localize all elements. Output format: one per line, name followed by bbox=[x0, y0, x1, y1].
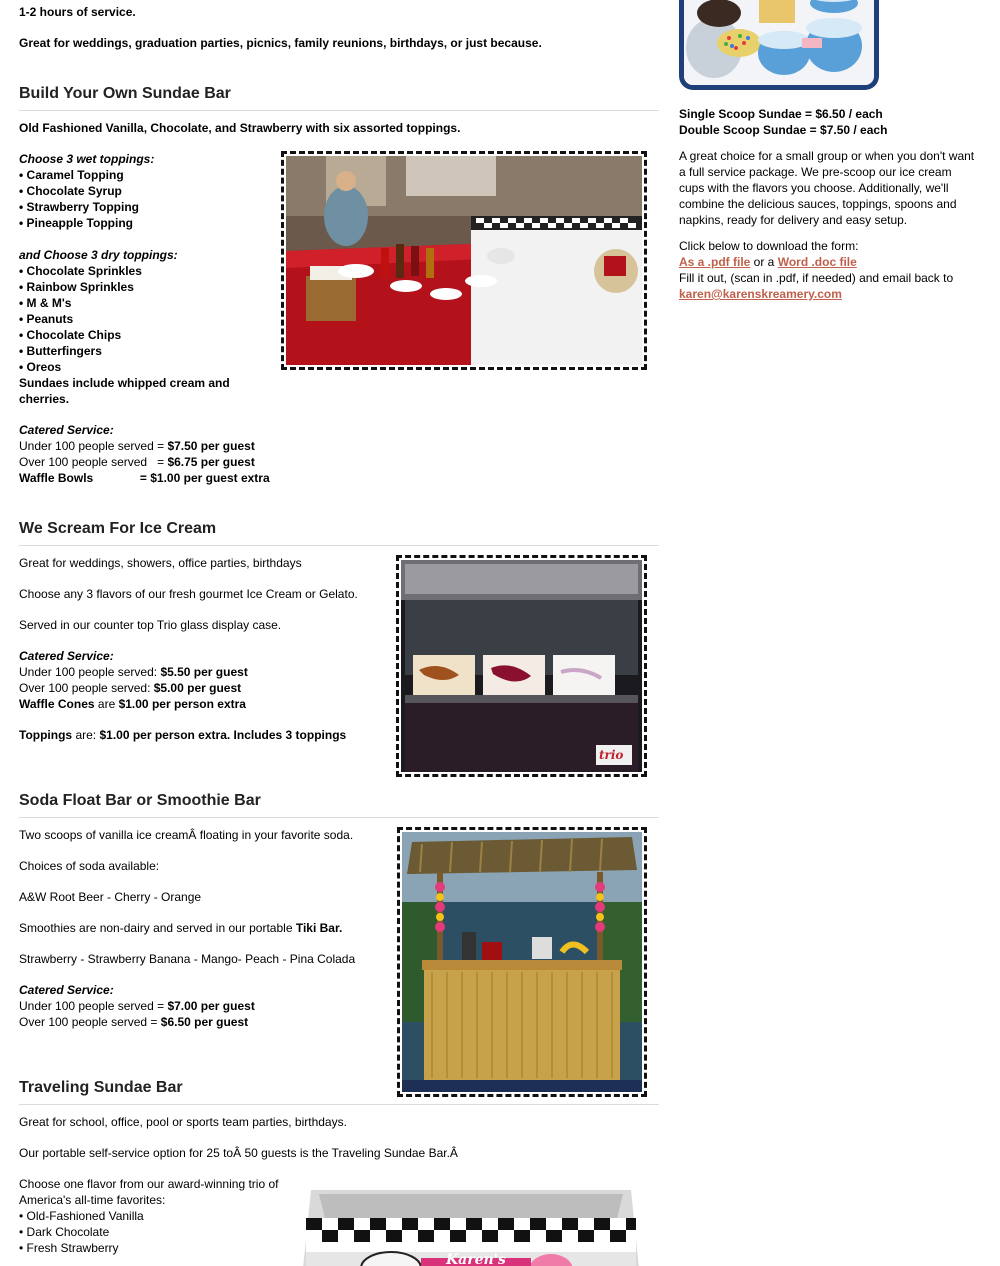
list-item: • Old-Fashioned Vanilla bbox=[19, 1209, 144, 1223]
traveling-line-4: America's all-time favorites: bbox=[19, 1193, 166, 1207]
dry-toppings-heading: and Choose 3 dry toppings: bbox=[19, 248, 178, 262]
list-item: • Strawberry Topping bbox=[19, 200, 139, 214]
price-under-100: Under 100 people served: $5.50 per guest bbox=[19, 665, 248, 679]
list-item: • Chocolate Syrup bbox=[19, 184, 122, 198]
list-item: • M & M's bbox=[19, 296, 72, 310]
toppings-price: Toppings are: $1.00 per person extra. Includes 3 toppings bbox=[19, 728, 347, 742]
soda-line-2: Choices of soda available: bbox=[19, 859, 160, 873]
list-item: • Butterfingers bbox=[19, 344, 102, 358]
list-item: • Peanuts bbox=[19, 312, 74, 326]
traveling-cart-photo bbox=[301, 1178, 641, 1266]
include-text-1: Sundaes include whipped cream and bbox=[19, 376, 230, 390]
we-scream-line-1: Great for weddings, showers, office parties, birthdays bbox=[19, 556, 302, 570]
pdf-download-link[interactable]: As a .pdf file bbox=[679, 255, 751, 269]
catered-heading: Catered Service: bbox=[19, 983, 114, 997]
waffle-bowls-price: Waffle Bowls = $1.00 per guest extra bbox=[19, 471, 270, 485]
include-text-2: cherries. bbox=[19, 392, 70, 406]
we-scream-line-3: Served in our counter top Trio glass display case. bbox=[19, 618, 282, 632]
catered-heading: Catered Service: bbox=[19, 649, 114, 663]
price-under-100: Under 100 people served = $7.50 per guest bbox=[19, 439, 255, 453]
download-instruction: Click below to download the form: bbox=[679, 239, 859, 253]
build-sundae-subtitle: Old Fashioned Vanilla, Chocolate, and Strawberry with six assorted toppings. bbox=[19, 121, 461, 135]
wet-toppings-heading: Choose 3 wet toppings: bbox=[19, 152, 155, 166]
great-for-text: Great for weddings, graduation parties, picnics, family reunions, birthdays, or just because. bbox=[19, 36, 542, 50]
catered-heading: Catered Service: bbox=[19, 423, 114, 437]
list-item: • Dark Chocolate bbox=[19, 1225, 110, 1239]
section-title-build-sundae: Build Your Own Sundae Bar bbox=[19, 84, 659, 111]
traveling-line-2: Our portable self-service option for 25 toÂ 50 guests is the Traveling Sundae Bar.Â bbox=[19, 1146, 458, 1160]
traveling-line-3: Choose one flavor from our award-winning trio of bbox=[19, 1177, 279, 1191]
list-item: • Chocolate Chips bbox=[19, 328, 122, 342]
single-scoop-price: Single Scoop Sundae = $6.50 / each bbox=[679, 107, 883, 121]
waffle-cones-price: Waffle Cones are $1.00 per person extra bbox=[19, 697, 246, 711]
soda-line-3: A&W Root Beer - Cherry - Orange bbox=[19, 890, 202, 904]
fill-instruction: Fill it out, (scan in .pdf, if needed) and email back to bbox=[679, 271, 954, 285]
ice-cream-cups-photo bbox=[679, 0, 879, 90]
price-over-100: Over 100 people served = $6.75 per guest bbox=[19, 455, 255, 469]
sundae-bar-photo bbox=[281, 151, 647, 370]
price-over-100: Over 100 people served = $6.50 per guest bbox=[19, 1015, 249, 1029]
list-item: • Chocolate Sprinkles bbox=[19, 264, 142, 278]
or-text: or a bbox=[750, 255, 778, 269]
tiki-bar-photo bbox=[397, 827, 647, 1097]
list-item: • Pineapple Topping bbox=[19, 216, 133, 230]
email-link[interactable]: karen@karenskreamery.com bbox=[679, 287, 842, 301]
soda-line-1: Two scoops of vanilla ice creamÂ floating in your favorite soda. bbox=[19, 828, 354, 842]
trio-case-photo bbox=[396, 555, 647, 777]
traveling-line-1: Great for school, office, pool or sports team parties, birthdays. bbox=[19, 1115, 347, 1129]
list-item: • Rainbow Sprinkles bbox=[19, 280, 134, 294]
we-scream-line-2: Choose any 3 flavors of our fresh gourmet Ice Cream or Gelato. bbox=[19, 587, 358, 601]
section-title-we-scream: We Scream For Ice Cream bbox=[19, 519, 659, 546]
email-line bbox=[679, 286, 979, 302]
doc-download-link[interactable]: Word .doc file bbox=[777, 255, 857, 269]
list-item: • Oreos bbox=[19, 360, 62, 374]
download-links bbox=[679, 254, 979, 270]
cart-brand-text: Karen's bbox=[446, 1252, 506, 1266]
trio-logo: trio bbox=[599, 748, 624, 762]
soda-line-5: Strawberry - Strawberry Banana - Mango- Peach - Pina Colada bbox=[19, 952, 356, 966]
list-item: • Caramel Topping bbox=[19, 168, 124, 182]
price-over-100: Over 100 people served: $5.00 per guest bbox=[19, 681, 242, 695]
service-hours: 1-2 hours of service. bbox=[19, 5, 136, 19]
list-item: • Fresh Strawberry bbox=[19, 1241, 119, 1255]
price-under-100: Under 100 people served = $7.00 per guest bbox=[19, 999, 255, 1013]
section-title-soda-float: Soda Float Bar or Smoothie Bar bbox=[19, 791, 659, 818]
soda-line-4: Smoothies are non-dairy and served in our portable Tiki Bar. bbox=[19, 921, 343, 935]
section-title-traveling: Traveling Sundae Bar bbox=[19, 1078, 659, 1105]
sidebar-description: A great choice for a small group or when you don't want a full service package. We pre-scoop our ice cream cups with the flavors you choose. Additionally, we'll combine the delicious sauces, toppings, spoons and napkins, ready for delivery and easy setup. bbox=[679, 149, 975, 227]
double-scoop-price: Double Scoop Sundae = $7.50 / each bbox=[679, 123, 888, 137]
